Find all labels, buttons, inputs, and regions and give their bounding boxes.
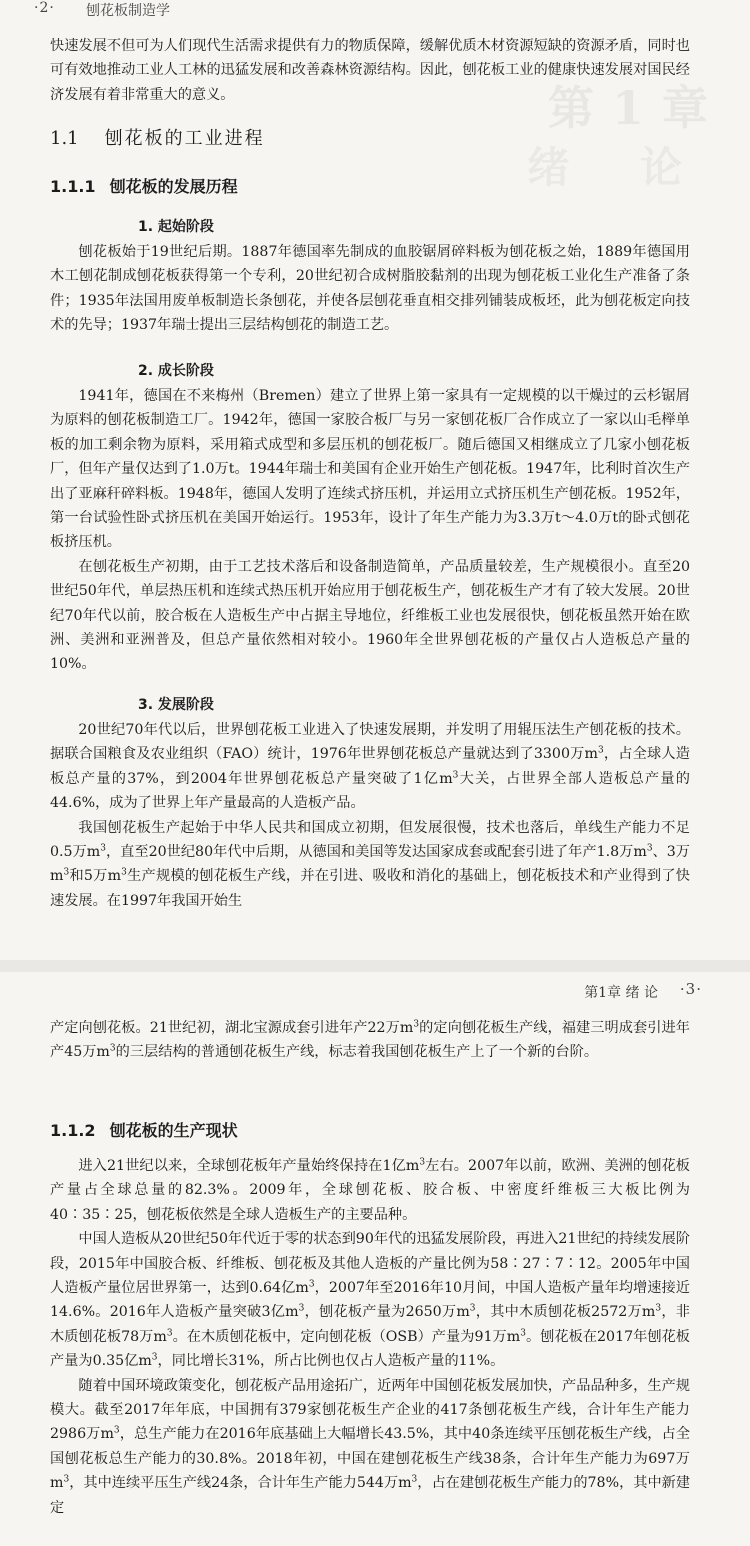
- section-title: 刨花板的工业进程: [104, 128, 265, 149]
- production-status-block: [50, 1154, 690, 1520]
- subsection-heading-1-1-2: [50, 1118, 238, 1141]
- subsection-number: 1.1.1: [50, 177, 96, 196]
- status-paragraph-3: 随着中国环境政策变化，刨花板产品用途拓广，近两年中国刨花板发展加快，产品品种多，生产规模大。截至2017年年底，中国拥有379家刨花板生产企业的417条刨花板生产线，合计年生产能力2986万$m^3$，总生产能力在2016年底基础上大幅增长43.5%，其中40条连续平压刨花板生产线，占全国刨花板总生产能力的30.8%。2018年初，中国在建刨花板生产线38条，合计年生产能力为697万$m^3$，其中连续平压生产线24条，合计年生产能力544万$m^3$，占在建刨花板生产能力的78%，其中新建定: [50, 1377, 691, 1516]
- stage3-paragraph-2: 我国刨花板生产起始于中华人民共和国成立初期，但发展很慢，技术也落后，单线生产能力不足0.5万$m^3$，直至20世纪80年代中后期，从德国和美国等发达国家成套或配套引进了年产1.8万$m^3$、3万$m^3$和5万$m^3$生产规模的刨花板生产线，并在引进、吸收和消化的基础上，刨花板技术和产业得到了快速发展。在1997年我国开始生: [50, 819, 690, 909]
- status-paragraph-2: 中国人造板从20世纪50年代近于零的状态到90年代的迅猛发展阶段，再进入21世纪的持续发展阶段，2015年中国胶合板、纤维板、刨花板及其他人造板的产量比例为58∶27∶7∶12。2005年中国人造板产量位居世界第一，达到0.64亿$m^3$，2007年至2016年10月间，中国人造板产量年均增速接近14.6%。2016年人造板产量突破3亿$m^3$，刨花板产量为2650万$m^3$，其中木质刨花板2572万$m^3$，非木质刨花板78万$m^3$。在木质刨花板中，定向刨花板（OSB）产量为91万$m^3$。刨花板在2017年刨花板产量为0.35亿$m^3$，同比增长31%，所占比例也仅占人造板产量的11%。: [50, 1231, 690, 1370]
- subsection-number: 1.1.2: [50, 1121, 96, 1140]
- running-head-page-number: ·2·: [34, 0, 55, 16]
- continuation-block: [50, 1016, 690, 1065]
- running-head-chapter: 第1章 绪 论: [584, 985, 658, 1001]
- continuation-paragraph: 产定向刨花板。21世纪初，湖北宝源成套引进年产22万$m^3$的定向刨花板生产线，福建三明成套引进年产45万$m^3$的三层结构的普通刨花板生产线，标志着我国刨花板生产上了一个新的台阶。: [50, 1019, 690, 1061]
- subsection-title: 刨花板的生产现状: [109, 1121, 238, 1140]
- subsection-heading-1-1-1: [50, 174, 238, 197]
- page-gap: [0, 960, 750, 972]
- show-through-chapter-title: 绪 论: [527, 143, 710, 192]
- stage1-paragraph: 刨花板始于19世纪后期。1887年德国率先制成的血胶锯屑碎料板为刨花板之始，1889年德国用木工刨花制成刨花板获得第一个专利，20世纪初合成树脂胶黏剂的出现为刨花板工业化生产准备了条件；1935年法国用废单板制造长条刨花，并使各层刨花垂直相交排列铺装成板坯，此为刨花板定向技术的先导；1937年瑞士提出三层结构刨花的制造工艺。: [50, 244, 690, 334]
- book-page-3: [0, 972, 750, 1546]
- section-number: 1.1: [50, 128, 79, 149]
- running-head-book-title: 刨花板制造学: [86, 3, 170, 19]
- stage2-paragraph-2: 在刨花板生产初期，由于工艺技术落后和设备制造简单，产品质量较差，生产规模很小。直至20世纪50年代，单层热压机和连续式热压机开始应用于刨花板生产，刨花板生产才有了较大发展。20世纪70年代以前，胶合板在人造板生产中占据主导地位，纤维板工业也发展很快，刨花板虽然开始在欧洲、美洲和亚洲普及，但总产量依然相对较小。1960年全世界刨花板的产量仅占人造板总产量的10%。: [50, 558, 690, 673]
- stage2-block: [50, 384, 690, 677]
- show-through-chapter-number: 第1章: [547, 81, 726, 135]
- intro-paragraph: 快速发展不但可为人们现代生活需求提供有力的物质保障，缓解优质木材资源短缺的资源矛盾，同时也可有效地推动工业人工林的迅猛发展和改善森林资源结构。因此，刨花板工业的健康快速发展对国民经济发展有着非常重大的意义。: [50, 38, 690, 103]
- stage2-paragraph-1: 1941年，德国在不来梅州（Bremen）建立了世界上第一家具有一定规模的以干燥过的云杉锯屑为原料的刨花板制造工厂。1942年，德国一家胶合板厂与另一家刨花板厂合作成立了一家以山毛榉单板的加工剩余物为原料，采用箱式成型和多层压机的刨花板厂。随后德国又相继成立了几家小刨花板厂，但年产量仅达到了1.0万t。1944年瑞士和美国有企业开始生产刨花板。1947年，比利时首次生产出了亚麻秆碎料板。1948年，德国人发明了连续式挤压机，并运用立式挤压机生产刨花板。1952年，第一台试验性卧式挤压机在美国开始运行。1953年，设计了年生产能力为3.3万t～4.0万t的卧式刨花板挤压机。: [50, 388, 690, 551]
- running-head-page-number: ·3·: [679, 980, 702, 998]
- status-paragraph-1: 进入21世纪以来，全球刨花板年产量始终保持在1亿$m^3$左右。2007年以前，欧洲、美洲的刨花板产量占全球总量的82.3%。2009年，全球刨花板、胶合板、中密度纤维板三大板比例为40∶35∶25，刨花板依然是全球人造板生产的主要品种。: [50, 1157, 690, 1223]
- section-heading-1-1: [50, 124, 265, 150]
- stage2-heading: 2. 成长阶段: [138, 363, 214, 379]
- intro-paragraph-block: [50, 34, 690, 107]
- stage3-heading: 3. 发展阶段: [138, 697, 214, 713]
- subsection-title: 刨花板的发展历程: [109, 177, 238, 196]
- stage1-block: [50, 240, 690, 338]
- stage3-block: [50, 718, 690, 913]
- stage1-heading: 1. 起始阶段: [138, 219, 214, 235]
- stage3-paragraph-1: 20世纪70年代以后，世界刨花板工业进入了快速发展期，并发明了用辊压法生产刨花板的技术。据联合国粮食及农业组织（FAO）统计，1976年世界刨花板总产量就达到了3300万$m^3$，占全球人造板总产量的37%，到2004年世界刨花板总产量突破了1亿$m^3$大关，占世界全部人造板总产量的44.6%，成为了世界上年产量最高的人造板产品。: [50, 722, 690, 812]
